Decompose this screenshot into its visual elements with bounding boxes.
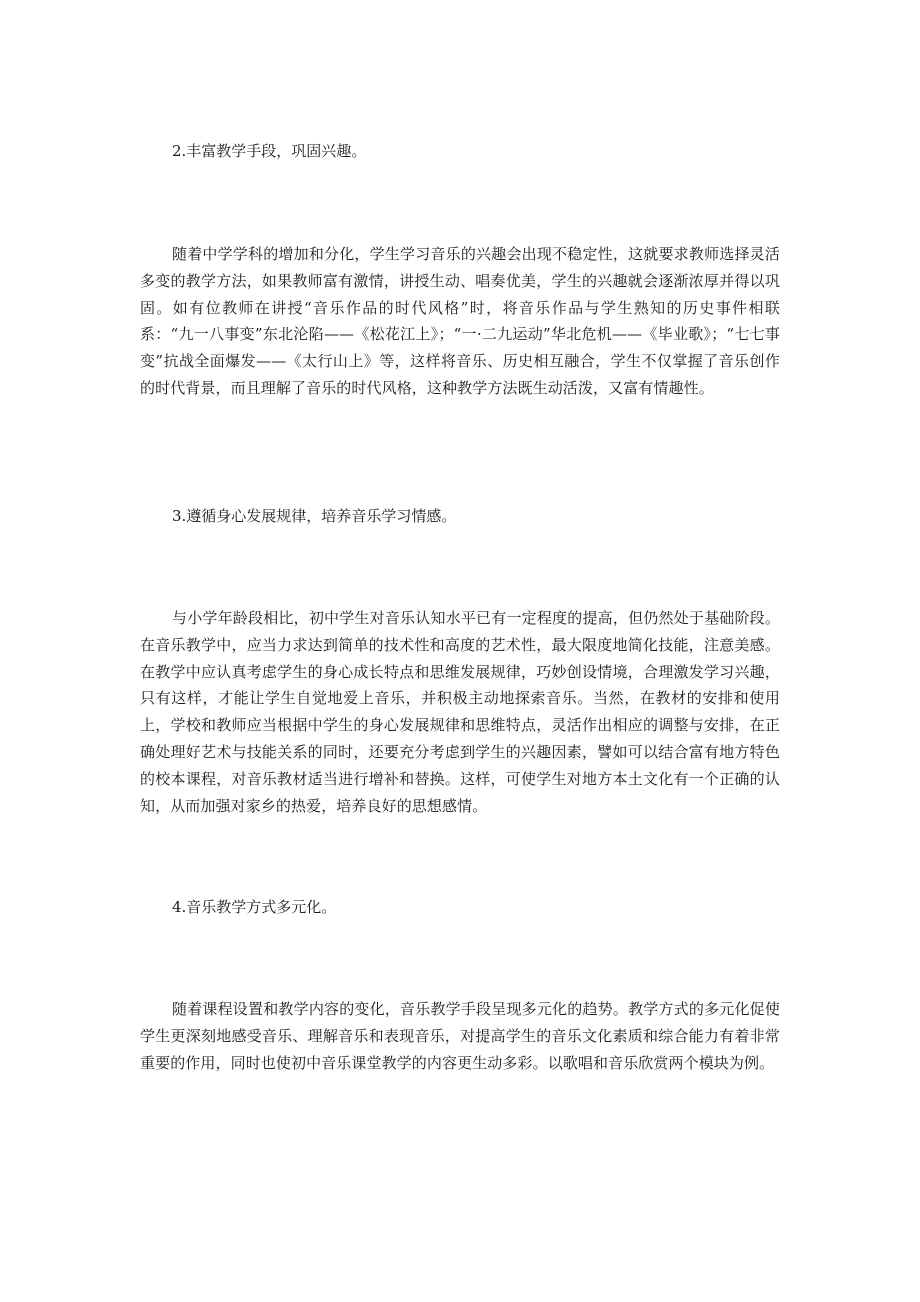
section-heading-4: 4.音乐教学方式多元化。: [172, 898, 337, 916]
section-heading-3: 3.遵循身心发展规律，培养音乐学习情感。: [172, 507, 457, 525]
section-heading-2: 2.丰富教学手段，巩固兴趣。: [172, 142, 367, 160]
section-paragraph-2: 随着中学学科的增加和分化，学生学习音乐的兴趣会出现不稳定性，这就要求教师选择灵活多变的教学方法，如果教师富有激情，讲授生动、唱奏优美，学生的兴趣就会逐渐浓厚并得以巩固。如有位教师在讲授“音乐作品的时代风格”时，将音乐作品与学生熟知的历史事件相联系：“九一八事变”东北沦陷——《松花江上》；“一·二九运动”华北危机——《毕业歌》；“七七事变”抗战全面爆发——《太行山上》等，这样将音乐、历史相互融合，学生不仅掌握了音乐创作的时代背景，而且理解了音乐的时代风格，这种教学方法既生动活泼，又富有情趣性。: [140, 245, 780, 397]
section-paragraph-4: 随着课程设置和教学内容的变化，音乐教学手段呈现多元化的趋势。教学方式的多元化促使学生更深刻地感受音乐、理解音乐和表现音乐，对提高学生的音乐文化素质和综合能力有着非常重要的作用，同时也使初中音乐课堂教学的内容更生动多彩。以歌唱和音乐欣赏两个模块为例。: [140, 1000, 780, 1072]
section-paragraph-3: 与小学年龄段相比，初中学生对音乐认知水平已有一定程度的提高，但仍然处于基础阶段。在音乐教学中，应当力求达到简单的技术性和高度的艺术性，最大限度地简化技能，注意美感。在教学中应认真考虑学生的身心成长特点和思维发展规律，巧妙创设情境，合理激发学习兴趣，只有这样，才能让学生自觉地爱上音乐，并积极主动地探索音乐。当然，在教材的安排和使用上，学校和教师应当根据中学生的身心发展规律和思维特点，灵活作出相应的调整与安排，在正确处理好艺术与技能关系的同时，还要充分考虑到学生的兴趣因素，譬如可以结合富有地方特色的校本课程，对音乐教材适当进行增补和替换。这样，可使学生对地方本土文化有一个正确的认知，从而加强对家乡的热爱，培养良好的思想感情。: [140, 609, 780, 815]
